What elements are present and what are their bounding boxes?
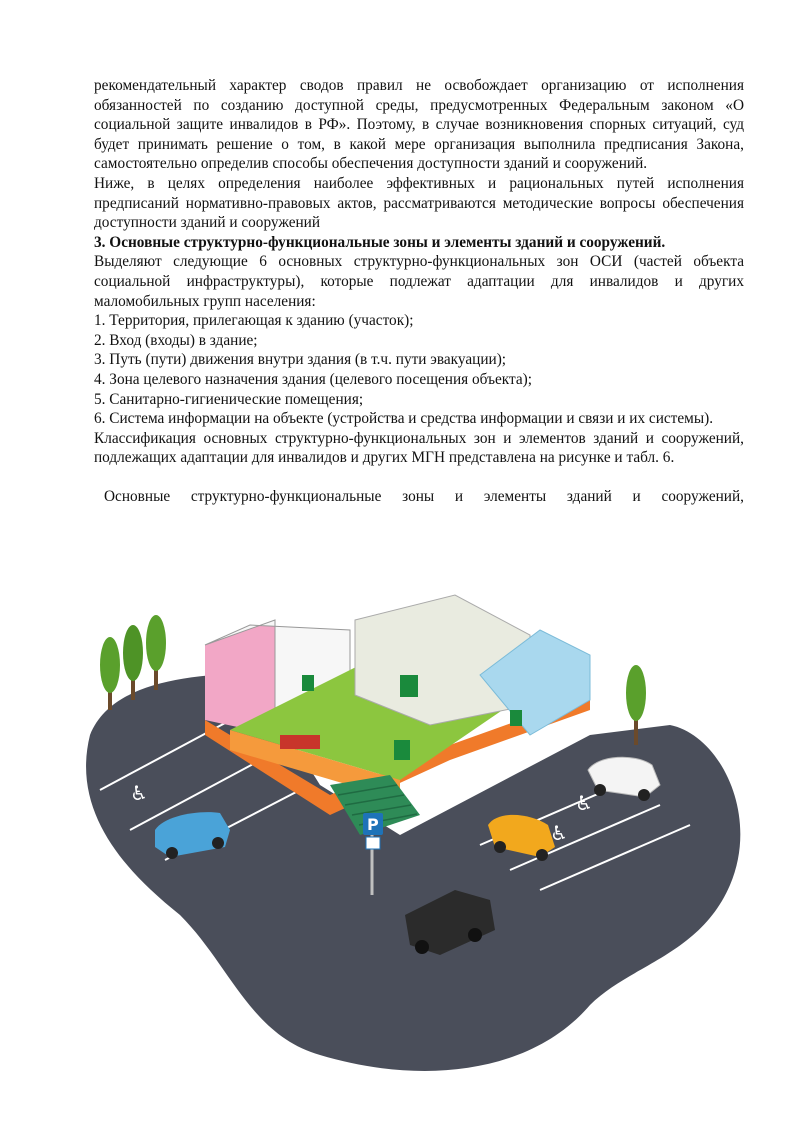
section-heading: 3. Основные структурно-функциональные зоны и элементы зданий и сооружений. (94, 233, 666, 251)
svg-text:♿: ♿ (550, 821, 568, 845)
sofa (280, 735, 320, 749)
list-item-2: 2. Вход (входы) в здание; (94, 331, 258, 349)
paragraph-classification: Классификация основных структурно-функциональных зон и элементов зданий и сооружений, подлежащих адаптации для инвалидов и других МГН представлена на рисунке и табл. 6. (94, 429, 744, 467)
list-item-3: 3. Путь (пути) движения внутри здания (в т.ч. пути эвакуации); (94, 351, 507, 369)
building-zones-illustration (70, 585, 750, 1105)
figure-caption: Основные структурно-функциональные зоны и элементы зданий и сооружений, (104, 487, 744, 505)
list-item-4: 4. Зона целевого назначения здания (целевого посещения объекта); (94, 370, 532, 388)
list-item-1: 1. Территория, прилегающая к зданию (участок); (94, 312, 414, 330)
paragraph-methodology: Ниже, в целях определения наиболее эффективных и рациональных путей исполнения предписаний нормативно-правовых актов, рассматриваются методические вопросы обеспечения доступности зданий и сооружений (94, 174, 744, 232)
svg-text:♿: ♿ (130, 781, 148, 805)
paragraph-zones-intro: Выделяют следующие 6 основных структурно-функциональных зон ОСИ (частей объекта социальной инфраструктуры), которые подлежат адаптации для инвалидов и других маломобильных групп населения: (94, 253, 744, 310)
list-item-6: 6. Система информации на объекте (устройства и средства информации и связи и их системы). (94, 410, 714, 428)
list-item-5: 5. Санитарно-гигиенические помещения; (94, 390, 364, 408)
document-body (94, 76, 744, 506)
paragraph-intro: рекомендательный характер сводов правил не освобождает организацию от исполнения обязанностей по созданию доступной среды, предусмотренных Федеральным законом «О социальной защите инвалидов в РФ». Поэтому, в случае возникновения спорных ситуаций, суд будет принимать решение о том, в какой мере организация выполнила предписания Закона, самостоятельно определив способы обеспечения доступности зданий и сооружений. (94, 77, 744, 173)
parking-sign-letter: P (367, 815, 379, 834)
svg-text:♿: ♿ (575, 791, 593, 815)
